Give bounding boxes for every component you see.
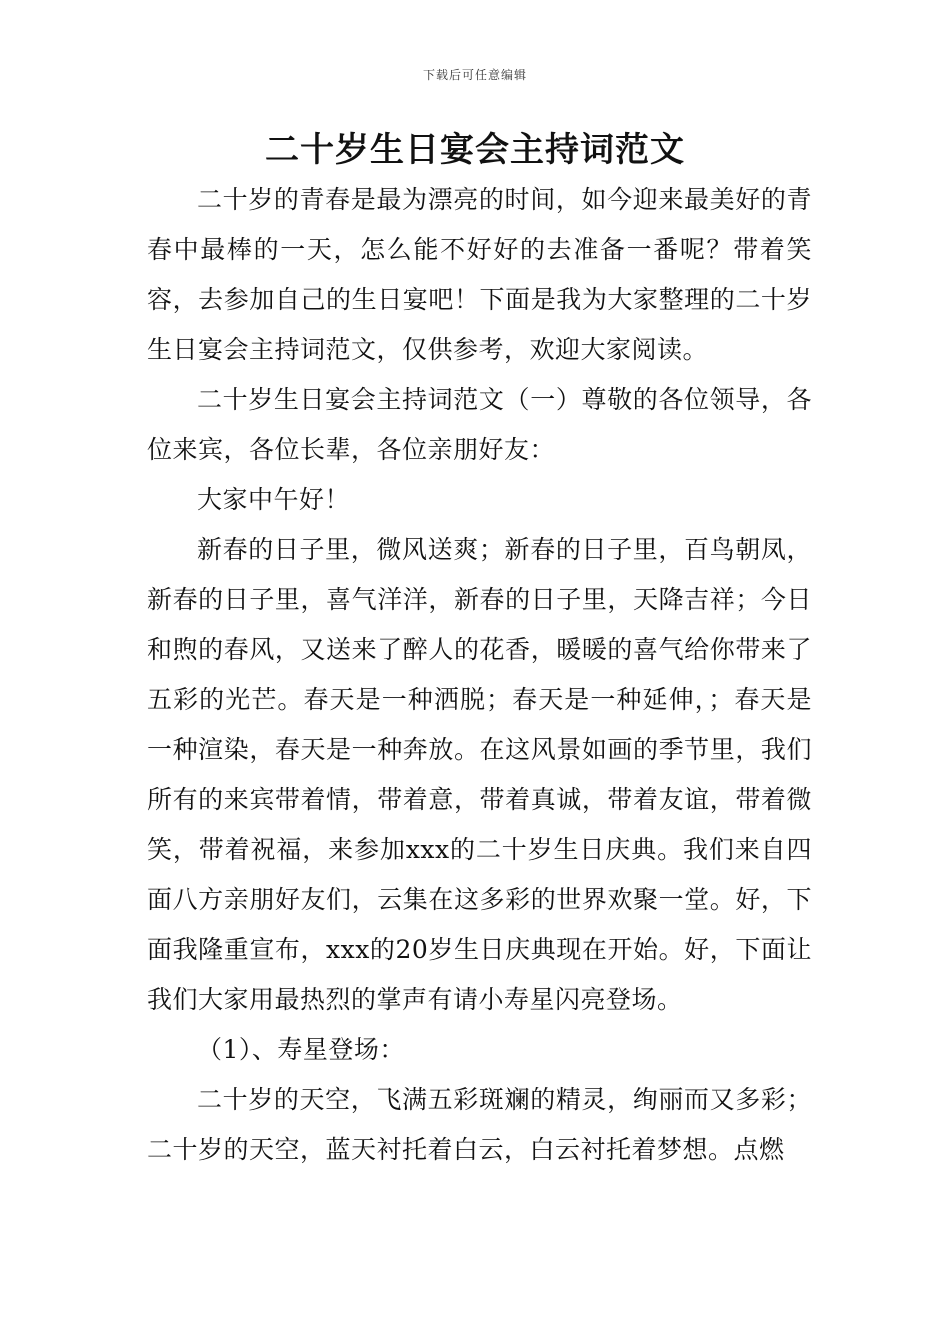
paragraph-section-heading: （1）、寿星登场： — [197, 1035, 405, 1064]
header-note: 下载后可任意编辑 — [422, 68, 527, 82]
paragraph-salutation: 二十岁生日宴会主持词范文（一）尊敬的各位领导，各位来宾，各位长辈，各位亲朋好友： — [147, 385, 812, 464]
paragraph-intro: 二十岁的青春是最为漂亮的时间，如今迎来最美好的青春中最棒的一天，怎么能不好好的去准备一番呢？带着笑容，去参加自己的生日宴吧！下面是我为大家整理的二十岁生日宴会主持词范文，仅供参考，欢迎大家阅读。 — [147, 185, 812, 364]
document-body — [147, 175, 812, 1175]
paragraph-opening: 新春的日子里，微风送爽；新春的日子里，百鸟朝凤，新春的日子里，喜气洋洋，新春的日子里，天降吉祥；今日和煦的春风，又送来了醉人的花香，暖暖的喜气给你带来了五彩的光芒。春天是一种洒脱；春天是一种延伸，；春天是一种渲染，春天是一种奔放。在这风景如画的季节里，我们所有的来宾带着情，带着意，带着真诚，带着友谊，带着微笑，带着祝福，来参加xxx的二十岁生日庆典。我们来自四面八方亲朋好友们，云集在这多彩的世界欢聚一堂。好，下面我隆重宣布，xxx的20岁生日庆典现在开始。好，下面让我们大家用最热烈的掌声有请小寿星闪亮登场。 — [147, 535, 812, 1014]
paragraph-greeting: 大家中午好！ — [197, 485, 351, 514]
document-title: 二十岁生日宴会主持词范文 — [265, 130, 685, 170]
paragraph-birthday-sky: 二十岁的天空，飞满五彩斑斓的精灵，绚丽而又多彩；二十岁的天空，蓝天衬托着白云，白云衬托着梦想。点燃 — [147, 1085, 812, 1164]
